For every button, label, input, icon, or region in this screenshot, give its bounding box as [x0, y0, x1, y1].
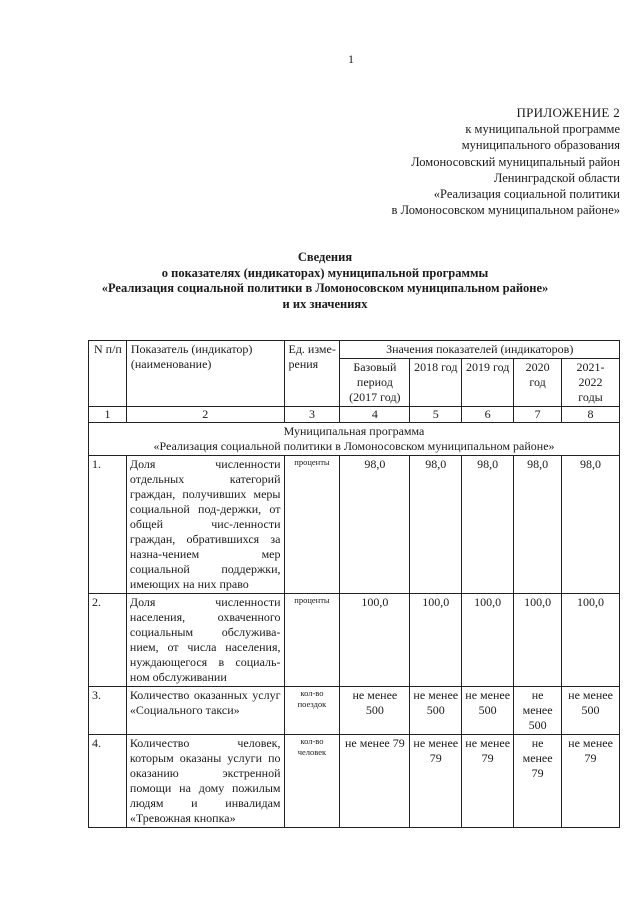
- column-number: 3: [284, 407, 340, 423]
- header-values-group: Значения показателей (индикаторов): [340, 341, 620, 359]
- appendix-line: «Реализация социальной политики: [433, 187, 620, 202]
- table-row: [89, 687, 620, 735]
- table-row: [89, 594, 620, 687]
- value-2019: не менее 500: [462, 687, 514, 735]
- indicator-unit: кол-во поездок: [284, 687, 340, 735]
- value-2020: 98,0: [514, 456, 562, 594]
- indicator-name: Количество человек, которым оказаны услуги по оказанию экстренной помощи на дому пожилым людям и инвалидам «Тревожная кнопка»: [126, 735, 284, 828]
- header-2019: 2019 год: [462, 359, 514, 407]
- column-number: 7: [514, 407, 562, 423]
- table-row: [89, 735, 620, 828]
- header-row: [89, 341, 620, 359]
- heading-line: и их значениях: [282, 296, 368, 311]
- value-base: 100,0: [340, 594, 410, 687]
- indicator-name: Доля численности отдельных категорий граждан, получивших меры социальной под-держки, от общей чис-ленности граждан, обратившихся за назна-чением мер социальной поддержки, имеющих на них право: [126, 456, 284, 594]
- value-base: не менее 500: [340, 687, 410, 735]
- value-2018: не менее 500: [410, 687, 462, 735]
- header-indicator: Показатель (индикатор) (наименование): [126, 341, 284, 407]
- column-number: 2: [126, 407, 284, 423]
- indicator-unit: проценты: [284, 456, 340, 594]
- row-number: 2.: [89, 594, 127, 687]
- table-row: [89, 456, 620, 594]
- page-number: 1: [348, 52, 354, 66]
- appendix-line: Ломоносовский муниципальный район: [411, 154, 620, 169]
- header-unit: Ед. изме- рения: [284, 341, 340, 407]
- row-number: 3.: [89, 687, 127, 735]
- header-n: N п/п: [89, 341, 127, 407]
- column-number: 8: [562, 407, 620, 423]
- indicators-table: [88, 340, 620, 828]
- row-number: 1.: [89, 456, 127, 594]
- value-2021-2022: 100,0: [562, 594, 620, 687]
- appendix-line: муниципального образования: [461, 138, 620, 153]
- value-2021-2022: не менее 79: [562, 735, 620, 828]
- indicator-unit: проценты: [284, 594, 340, 687]
- value-base: не менее 79: [340, 735, 410, 828]
- value-2021-2022: не менее 500: [562, 687, 620, 735]
- header-2020: 2020 год: [514, 359, 562, 407]
- document-heading: [80, 250, 570, 312]
- section-title: [89, 423, 620, 456]
- header-base: Базовый период (2017 год): [340, 359, 410, 407]
- column-numbers-row: [89, 407, 620, 423]
- heading-line: Сведения: [297, 250, 353, 264]
- heading-line: «Реализация социальной политики в Ломоносовском муниципальном районе»: [101, 281, 549, 295]
- heading-line: о показателях (индикаторах) муниципальной программы: [161, 265, 489, 280]
- value-2019: 98,0: [462, 456, 514, 594]
- indicator-unit: кол-во человек: [284, 735, 340, 828]
- column-number: 1: [89, 407, 127, 423]
- value-2021-2022: 98,0: [562, 456, 620, 594]
- value-2018: 98,0: [410, 456, 462, 594]
- column-number: 6: [462, 407, 514, 423]
- header-2018: 2018 год: [410, 359, 462, 407]
- value-2019: 100,0: [462, 594, 514, 687]
- appendix-line: к муниципальной программе: [465, 122, 620, 137]
- appendix-block: [392, 105, 620, 218]
- appendix-line: в Ломоносовском муниципальном районе»: [391, 203, 620, 218]
- value-2020: 100,0: [514, 594, 562, 687]
- appendix-line: Ленинградской области: [493, 170, 620, 185]
- header-2021-2022: 2021- 2022 годы: [562, 359, 620, 407]
- row-number: 4.: [89, 735, 127, 828]
- column-number: 4: [340, 407, 410, 423]
- value-base: 98,0: [340, 456, 410, 594]
- value-2020: не менее 79: [514, 735, 562, 828]
- section-row: [89, 423, 620, 456]
- indicator-name: Доля численности населения, охваченного социальным обслужива-нием, от числа населения, нуждающегося в социаль-ном обслуживании: [126, 594, 284, 687]
- indicator-name: Количество оказанных услуг «Социального такси»: [126, 687, 284, 735]
- value-2019: не менее 79: [462, 735, 514, 828]
- value-2018: не менее 79: [410, 735, 462, 828]
- column-number: 5: [410, 407, 462, 423]
- section-line: Муниципальная программа: [283, 424, 425, 438]
- appendix-title: ПРИЛОЖЕНИЕ 2: [516, 105, 620, 120]
- value-2020: не менее 500: [514, 687, 562, 735]
- value-2018: 100,0: [410, 594, 462, 687]
- section-line: «Реализация социальной политики в Ломоносовском муниципальном районе»: [153, 439, 555, 453]
